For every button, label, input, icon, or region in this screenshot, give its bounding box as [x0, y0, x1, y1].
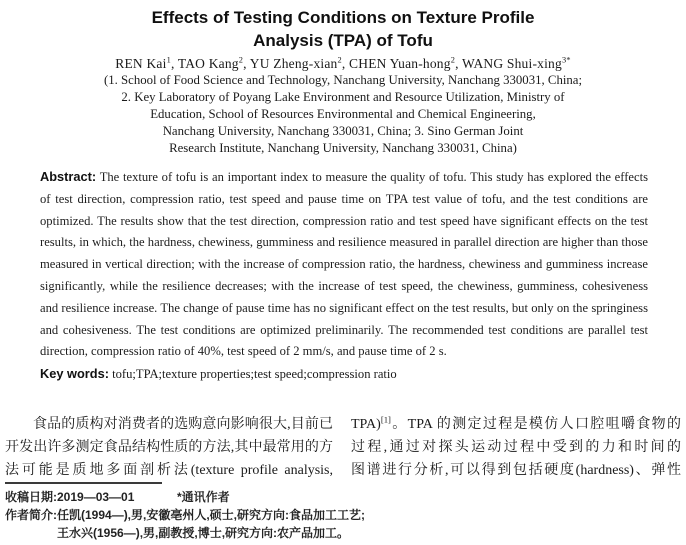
body-text: 。TPA 的测定过程是模仿人口腔咀嚼食物的: [390, 417, 681, 432]
body-line: 过程,通过对探头运动过程中受到的力和时间的: [351, 440, 681, 455]
body-line: 食品的质构对消费者的选购意向影响很大,目前已: [33, 417, 333, 432]
abstract-paragraph: [40, 166, 648, 363]
author-affiliation-mark: 2: [238, 55, 244, 65]
paper-title-line1: Effects of Testing Conditions on Texture Profile: [151, 8, 535, 27]
keywords-text: tofu;TPA;texture properties;test speed;compression ratio: [112, 367, 397, 382]
footnote-line: [5, 488, 681, 506]
authors-line: [0, 55, 686, 72]
author-name: CHEN Yuan-hong: [349, 56, 451, 71]
footnote-block: [5, 482, 681, 542]
abstract-label: Abstract:: [40, 169, 97, 184]
footnote-divider: [5, 482, 162, 484]
author-bio-line: 作者简介:任凯(1994—),男,安徽亳州人,硕士,研究方向:食品加工工艺;: [5, 508, 366, 522]
paper-title: [0, 0, 686, 52]
body-line: 开发出许多测定食品结构性质的方法,其中最常用的方: [5, 440, 333, 455]
affiliation-line: (1. School of Food Science and Technology, Nanchang University, Nanchang 330031, China;: [103, 73, 583, 87]
body-line: [351, 413, 681, 436]
corresponding-author-note: *通讯作者: [177, 490, 230, 504]
author-affiliation-mark: 3*: [561, 55, 571, 65]
keywords-label: Key words:: [40, 366, 109, 382]
affiliation-line: Education, School of Resources Environmental and Chemical Engineering,: [150, 107, 536, 121]
author-name: YU Zheng-xian: [249, 56, 338, 71]
affiliation-line: Nanchang University, Nanchang 330031, China; 3. Sino German Joint: [162, 124, 524, 138]
body-line: 法可能是质地多面剖析法(texture profile analysis,: [5, 463, 333, 478]
affiliation-line: Research Institute, Nanchang University, Nanchang 330031, China): [169, 141, 517, 155]
author-bio-line: 王水兴(1956—),男,副教授,博士,研究方向:农产品加工。: [57, 526, 350, 540]
author-name: TAO Kang: [177, 56, 239, 71]
abstract-text: The texture of tofu is an important index to measure the quality of tofu. This study has explored the effects of test direction, compression ratio, test speed and pause time on TPA test value of tofu, and the test conditions are optimized. The results show that the test direction, compression ratio and test speed have significant effects on the test results, in which, the hardness, chewiness, gumminess and resilience measured in parallel direction are higher than those measured in vertical direction; with the increase of compression ratio, the hardness, chewiness and gumminess increase significantly, while the resilience decreases; with the increase of test speed, the chewiness, gumminess, cohesiveness and resilience increase. The change of pause time has no significant effect on the test results, but only on the springiness and cohesiveness. The test conditions are optimized preliminarily. The recommended test conditions are parallel test direction, compression ratio of 40%, test speed of 2 mm/s, and pause time of 2 s.: [40, 170, 648, 359]
author-affiliation-mark: 2: [337, 55, 342, 65]
citation-superscript: [1]: [380, 414, 391, 425]
author-name: REN Kai: [115, 56, 167, 71]
author-separator: ,: [170, 56, 178, 71]
author-affiliation-mark: 2: [450, 55, 456, 65]
author-separator: ,: [243, 56, 250, 71]
body-column-left: [5, 413, 333, 482]
paper-title-line2: Analysis (TPA) of Tofu: [253, 31, 433, 50]
received-date: 收稿日期:2019—03—01: [5, 490, 135, 504]
affiliations-block: [0, 72, 686, 157]
author-separator: ,: [341, 56, 350, 71]
keywords-line: [40, 363, 648, 385]
body-text: TPA): [351, 417, 381, 432]
author-separator: ,: [455, 56, 463, 71]
body-two-columns: [5, 413, 681, 482]
body-column-right: [351, 413, 681, 482]
author-name: WANG Shui-xing: [462, 56, 562, 71]
body-line: 图谱进行分析,可以得到包括硬度(hardness)、弹性: [351, 463, 681, 478]
affiliation-line: 2. Key Laboratory of Poyang Lake Environment and Resource Utilization, Ministry of: [121, 90, 565, 104]
author-affiliation-mark: 1: [166, 55, 171, 65]
